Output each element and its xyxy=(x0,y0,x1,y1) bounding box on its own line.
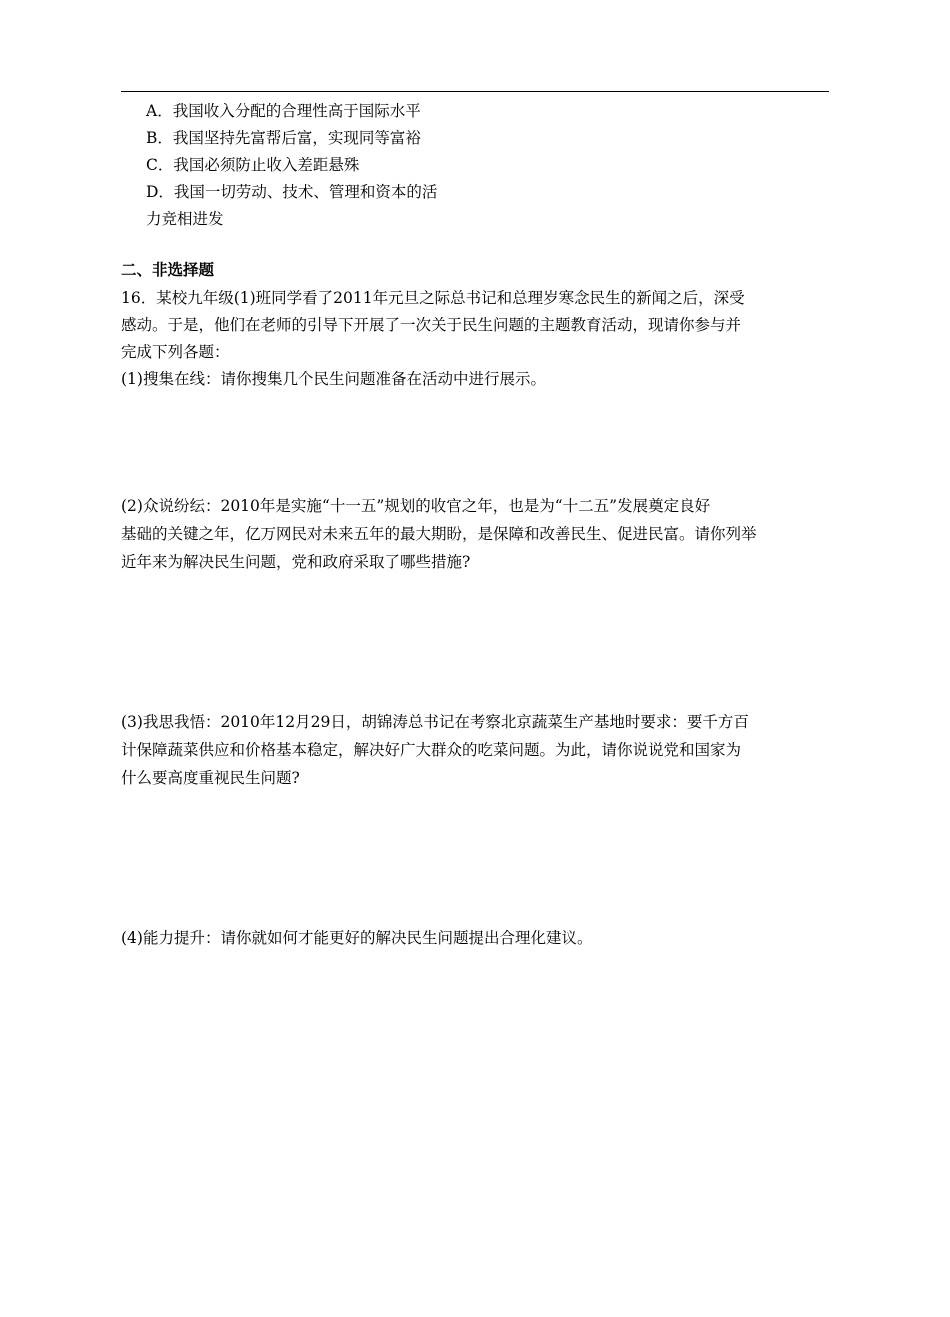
option-d-continued: 力竞相进发 xyxy=(146,210,224,228)
sub-question-2-line: (2)众说纷纭：2010年是实施“十一五”规划的收官之年，也是为“十二五”发展奠定良好 xyxy=(121,497,711,515)
option-a: A．我国收入分配的合理性高于国际水平 xyxy=(146,102,421,120)
sub-question-2-line: 近年来为解决民生问题，党和政府采取了哪些措施? xyxy=(121,553,471,571)
sub-question-3-line: 计保障蔬菜供应和价格基本稳定，解决好广大群众的吃菜问题。为此，请你说说党和国家为 xyxy=(121,741,742,759)
option-c: C．我国必须防止收入差距悬殊 xyxy=(146,156,360,174)
question16-intro-line: 感动。于是，他们在老师的引导下开展了一次关于民生问题的主题教育活动，现请你参与并 xyxy=(121,316,742,334)
question16-intro-line: 16．某校九年级(1)班同学看了2011年元旦之际总书记和总理岁寒念民生的新闻之后，深受 xyxy=(121,289,745,307)
sub-question-2-line: 基础的关键之年，亿万网民对未来五年的最大期盼，是保障和改善民生、促进民富。请你列举 xyxy=(121,525,757,543)
option-d: D．我国一切劳动、技术、管理和资本的活 xyxy=(146,183,438,201)
sub-question-4: (4)能力提升：请你就如何才能更好的解决民生问题提出合理化建议。 xyxy=(121,929,593,947)
sub-question-1: (1)搜集在线：请你搜集几个民生问题准备在活动中进行展示。 xyxy=(121,370,546,388)
sub-question-3-line: 什么要高度重视民生问题? xyxy=(121,769,300,787)
section-heading: 二、非选择题 xyxy=(121,260,215,279)
option-b: B．我国坚持先富帮后富，实现同等富裕 xyxy=(146,129,421,147)
sub-question-3-line: (3)我思我悟：2010年12月29日，胡锦涛总书记在考察北京蔬菜生产基地时要求：要千方百 xyxy=(121,713,749,731)
header-rule xyxy=(121,91,829,92)
question16-intro-line: 完成下列各题： xyxy=(121,343,230,361)
